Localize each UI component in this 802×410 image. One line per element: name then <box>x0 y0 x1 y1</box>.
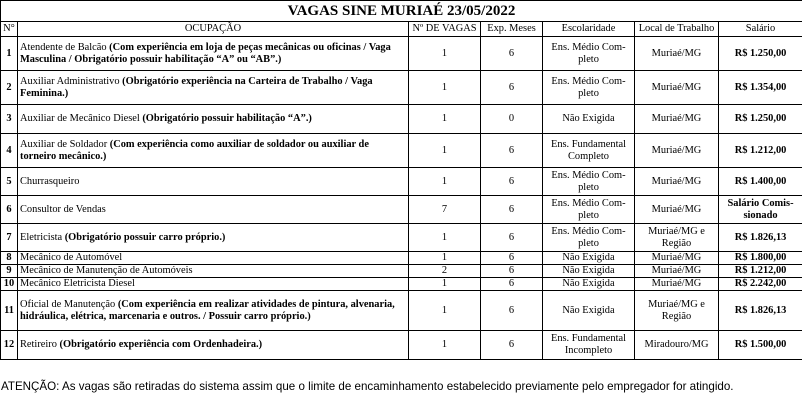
experience-cell: 6 <box>481 291 543 331</box>
table-row <box>1 134 802 168</box>
row-number: 7 <box>1 224 18 252</box>
row-number: 5 <box>1 168 18 196</box>
vacancies-cell: 7 <box>409 196 481 224</box>
occupation-name: Eletricista <box>20 231 65 243</box>
salary-cell: R$ 1.250,00 <box>719 37 802 71</box>
row-number: 6 <box>1 196 18 224</box>
salary-cell: R$ 1.212,00 <box>719 265 802 278</box>
occupation-requirements: (Obrigatório possuir habilitação “A”.) <box>142 113 312 124</box>
page-title: VAGAS SINE MURIAÉ 23/05/2022 <box>1 1 802 22</box>
experience-cell: 0 <box>481 105 543 134</box>
row-number: 1 <box>1 37 18 71</box>
education-cell: Não Exigida <box>543 252 635 265</box>
education-cell: Ens. Médio Com-pleto <box>543 224 635 252</box>
header-vagas: Nº DE VAGAS <box>409 22 481 37</box>
occupation-name: Auxiliar de Mecânico Diesel <box>20 113 143 124</box>
occupation-cell <box>18 105 409 134</box>
occupation-cell <box>18 278 409 291</box>
experience-cell: 6 <box>481 71 543 105</box>
occupation-cell <box>18 291 409 331</box>
header-exp: Exp. Meses <box>481 22 543 37</box>
vacancies-cell: 1 <box>409 252 481 265</box>
title-row <box>1 1 802 22</box>
location-cell: Muriaé/MG <box>635 278 719 291</box>
location-cell: Muriaé/MG <box>635 252 719 265</box>
vacancies-cell: 1 <box>409 291 481 331</box>
location-cell: Muriaé/MG <box>635 71 719 105</box>
table-row <box>1 278 802 291</box>
header-ocupacao: OCUPAÇÃO <box>18 22 409 37</box>
education-cell: Não Exigida <box>543 291 635 331</box>
occupation-cell <box>18 252 409 265</box>
education-cell: Não Exigida <box>543 265 635 278</box>
experience-cell: 6 <box>481 224 543 252</box>
occupation-cell <box>18 134 409 168</box>
header-escolaridade: Escolaridade <box>543 22 635 37</box>
header-num: N° <box>1 22 18 37</box>
table-row <box>1 265 802 278</box>
vacancies-cell: 1 <box>409 71 481 105</box>
table-row <box>1 252 802 265</box>
table-row <box>1 105 802 134</box>
education-cell: Ens. Médio Com-pleto <box>543 71 635 105</box>
occupation-requirements: (Obrigatório possuir carro próprio.) <box>64 231 226 243</box>
occupation-requirements: (Com experiência em loja de peças mecânicas ou oficinas / Vaga Masculina / Obrigatório possuir habilitação “A” ou “AB”.) <box>20 41 391 65</box>
attention-notice: ATENÇÃO: As vagas são retiradas do sistema assim que o limite de encaminhamento estabelecido previamente pelo empregador for atingido. <box>1 380 734 393</box>
table-row <box>1 291 802 331</box>
location-cell: Muriaé/MG <box>635 196 719 224</box>
vacancies-cell: 1 <box>409 224 481 252</box>
row-number: 4 <box>1 134 18 168</box>
vacancies-cell: 1 <box>409 168 481 196</box>
occupation-cell <box>18 331 409 360</box>
table-row <box>1 196 802 224</box>
salary-cell: R$ 1.826,13 <box>719 224 802 252</box>
vacancies-cell: 1 <box>409 105 481 134</box>
occupation-requirements: (Com experiência em realizar atividades de pintura, alvenaria, hidráulica, elétrica, marcenaria e outros. / Possuir carro próprio.) <box>20 298 395 322</box>
occupation-requirements: (Com experiência como auxiliar de soldador ou auxiliar de torneiro mecânico.) <box>20 138 369 162</box>
salary-cell: R$ 2.242,00 <box>719 278 802 291</box>
row-number: 12 <box>1 331 18 360</box>
occupation-requirements: (Obrigatório experiência na Carteira de Trabalho / Vaga Feminina.) <box>20 75 373 99</box>
location-cell: Muriaé/MG <box>635 37 719 71</box>
vacancies-cell: 1 <box>409 331 481 360</box>
occupation-requirements: (Obrigatório experiência com Ordenhadeira.) <box>59 339 263 350</box>
salary-cell: R$ 1.500,00 <box>719 331 802 360</box>
occupation-name: Mecânico de Automóvel <box>20 252 123 263</box>
occupation-name: Consultor de Vendas <box>20 203 106 215</box>
experience-cell: 6 <box>481 134 543 168</box>
location-cell: Muriaé/MG <box>635 265 719 278</box>
row-number: 11 <box>1 291 18 331</box>
occupation-name: Oficial de Manutenção <box>20 298 118 310</box>
occupation-cell <box>18 224 409 252</box>
row-number: 9 <box>1 265 18 278</box>
location-cell: Miradouro/MG <box>635 331 719 360</box>
row-number: 8 <box>1 252 18 265</box>
header-local: Local de Trabalho <box>635 22 719 37</box>
education-cell: Ens. Fundamental Incompleto <box>543 331 635 360</box>
experience-cell: 6 <box>481 37 543 71</box>
occupation-cell <box>18 37 409 71</box>
education-cell: Ens. Médio Com-pleto <box>543 168 635 196</box>
location-cell: Muriaé/MG <box>635 168 719 196</box>
vacancies-cell: 1 <box>409 278 481 291</box>
occupation-cell <box>18 196 409 224</box>
education-cell: Não Exigida <box>543 105 635 134</box>
occupation-name: Atendente de Balcão <box>20 41 110 53</box>
table-row <box>1 331 802 360</box>
salary-cell: R$ 1.212,00 <box>719 134 802 168</box>
experience-cell: 6 <box>481 278 543 291</box>
education-cell: Ens. Fundamental Completo <box>543 134 635 168</box>
occupation-name: Retireiro <box>20 339 60 350</box>
salary-cell: R$ 1.250,00 <box>719 105 802 134</box>
header-row <box>1 22 802 37</box>
experience-cell: 6 <box>481 265 543 278</box>
row-number: 10 <box>1 278 18 291</box>
salary-cell: R$ 1.354,00 <box>719 71 802 105</box>
table-row <box>1 71 802 105</box>
table-row <box>1 37 802 71</box>
salary-cell: R$ 1.826,13 <box>719 291 802 331</box>
location-cell: Muriaé/MG e Região <box>635 291 719 331</box>
row-number: 2 <box>1 71 18 105</box>
education-cell: Ens. Médio Com-pleto <box>543 37 635 71</box>
location-cell: Muriaé/MG <box>635 105 719 134</box>
education-cell: Ens. Médio Com-pleto <box>543 196 635 224</box>
occupation-name: Churrasqueiro <box>20 175 80 187</box>
vacancies-cell: 2 <box>409 265 481 278</box>
row-number: 3 <box>1 105 18 134</box>
occupation-name: Mecânico Eletricista Diesel <box>20 278 135 289</box>
occupation-name: Auxiliar de Soldador <box>20 138 110 150</box>
experience-cell: 6 <box>481 168 543 196</box>
location-cell: Muriaé/MG <box>635 134 719 168</box>
occupation-name: Auxiliar Administrativo <box>20 75 123 87</box>
occupation-name: Mecânico de Manutenção de Automóveis <box>20 265 193 276</box>
table-row <box>1 224 802 252</box>
experience-cell: 6 <box>481 331 543 360</box>
education-cell: Não Exigida <box>543 278 635 291</box>
occupation-cell <box>18 265 409 278</box>
header-salario: Salário <box>719 22 802 37</box>
salary-cell: R$ 1.400,00 <box>719 168 802 196</box>
location-cell: Muriaé/MG e Região <box>635 224 719 252</box>
salary-cell: Salário Comis-sionado <box>719 196 802 224</box>
occupation-cell <box>18 71 409 105</box>
salary-cell: R$ 1.800,00 <box>719 252 802 265</box>
vacancies-cell: 1 <box>409 37 481 71</box>
vacancies-cell: 1 <box>409 134 481 168</box>
occupation-cell <box>18 168 409 196</box>
experience-cell: 6 <box>481 252 543 265</box>
experience-cell: 6 <box>481 196 543 224</box>
table-row <box>1 168 802 196</box>
